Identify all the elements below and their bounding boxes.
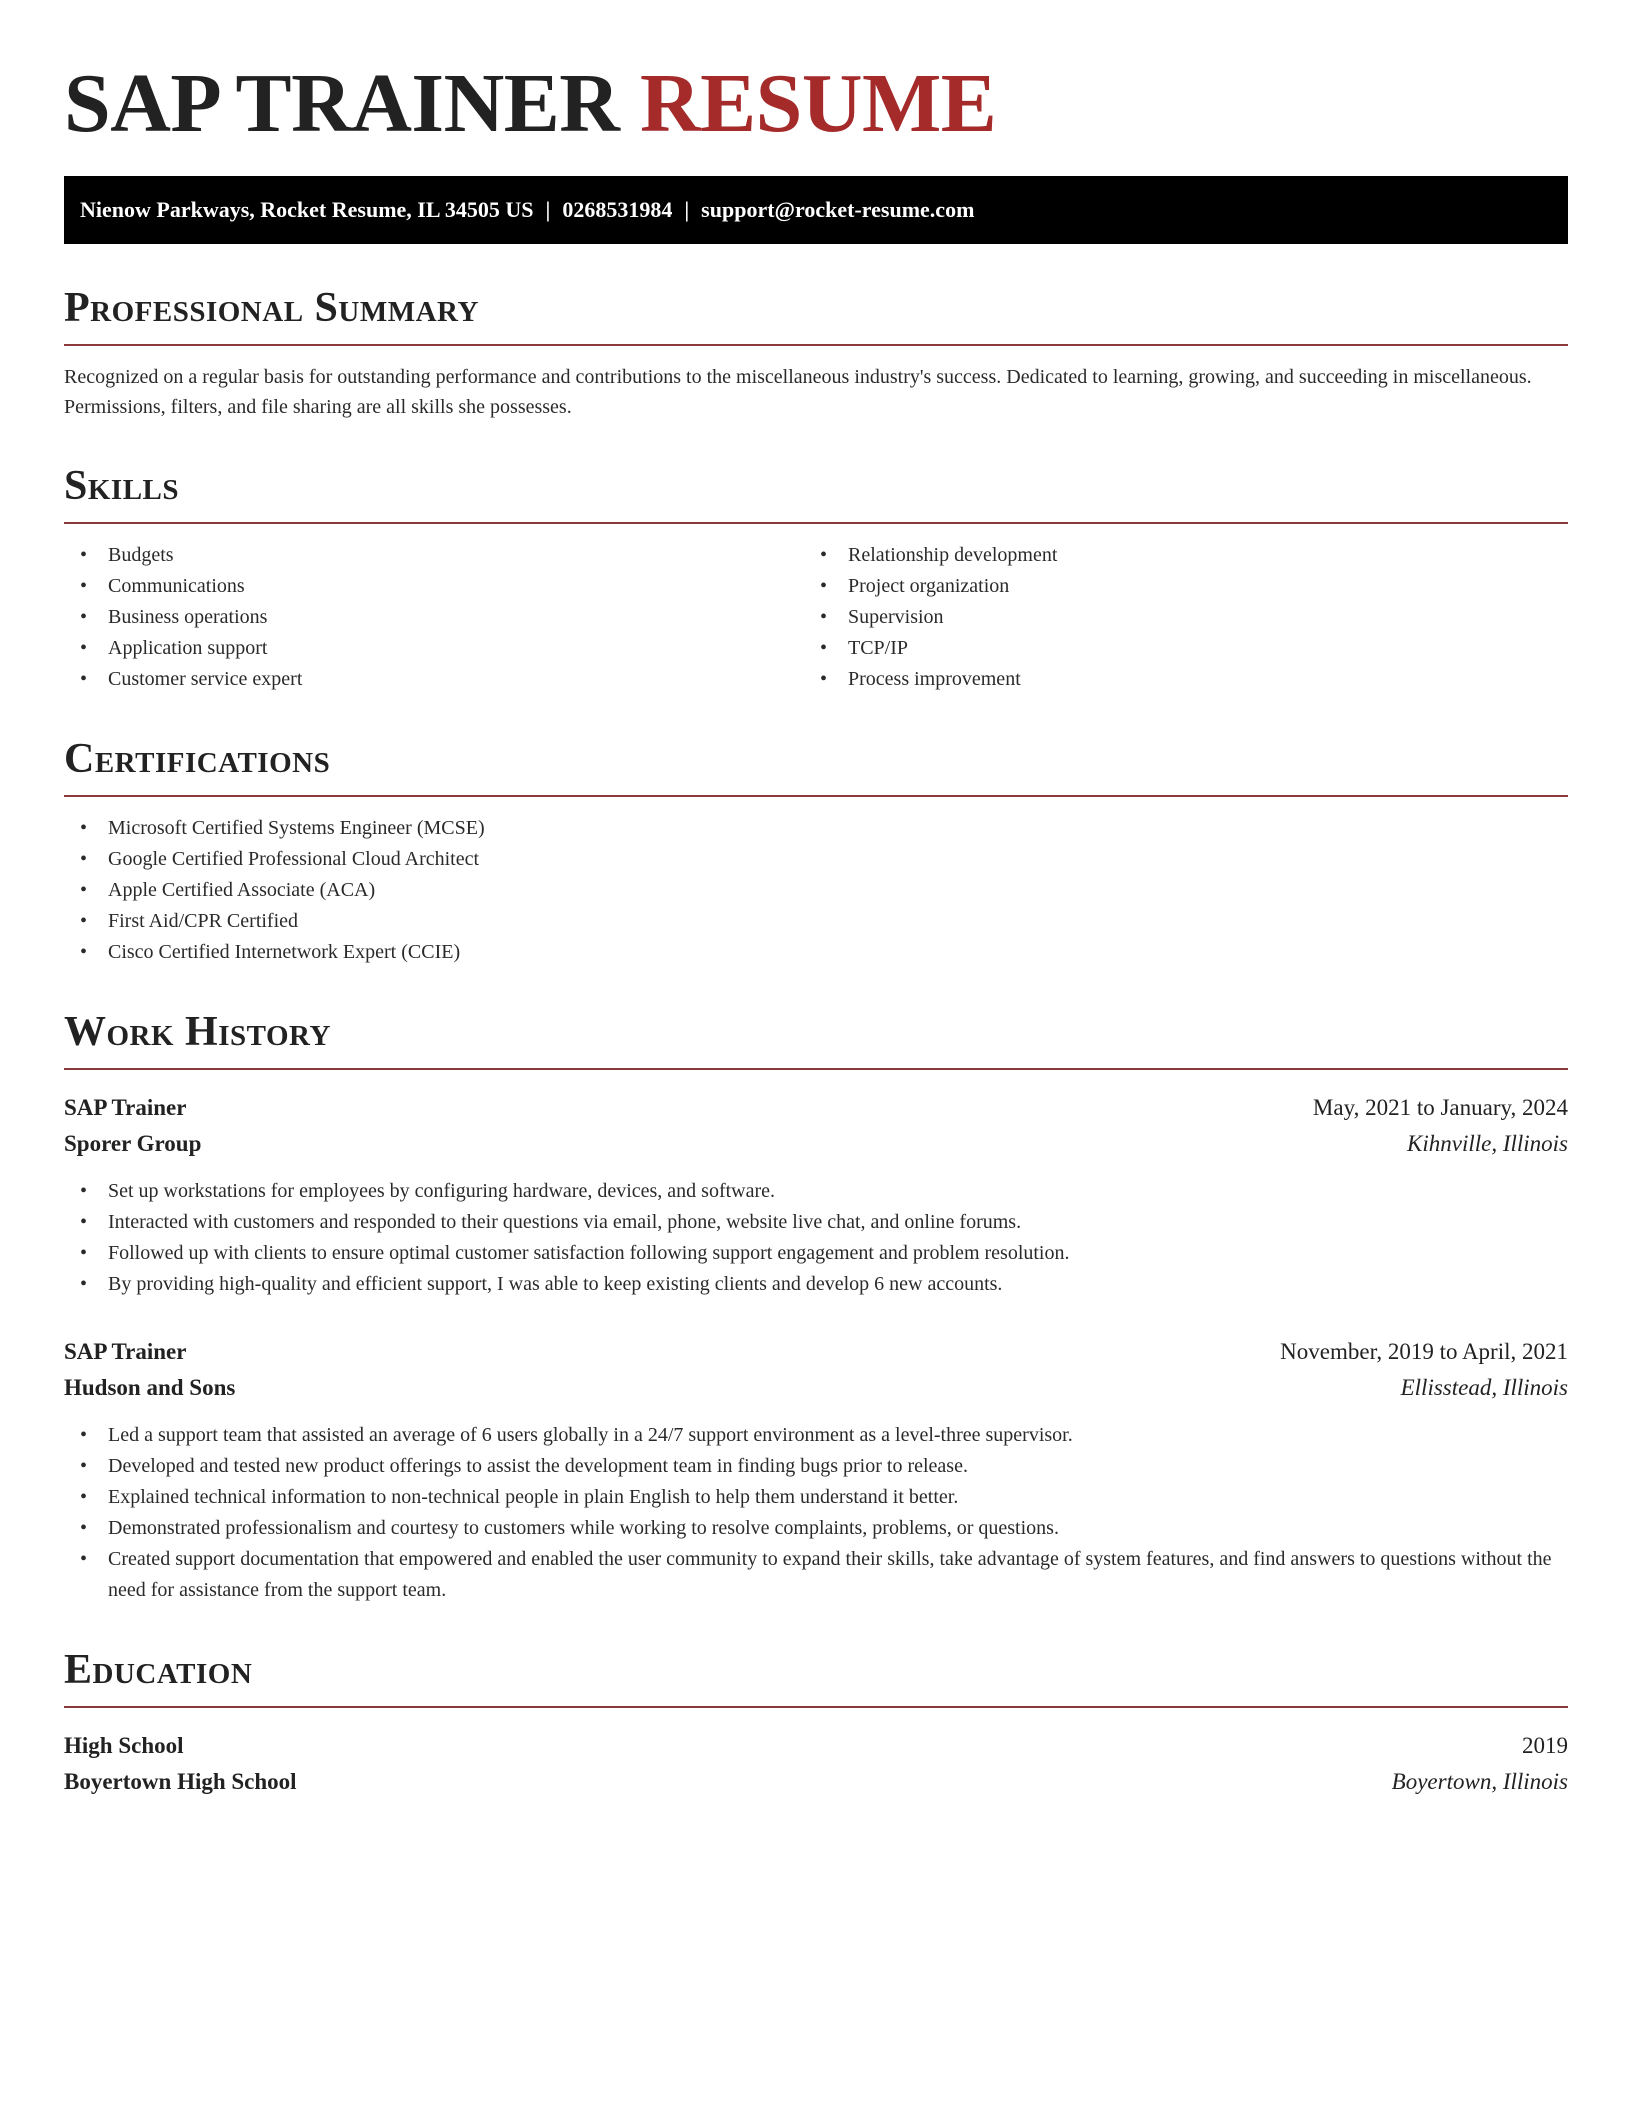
skill-item: • Project organization [804,571,1544,602]
contact-separator: | [684,197,690,222]
resume-title [64,58,1568,158]
certification-item: • Microsoft Certified Systems Engineer (MCSE) [64,813,1568,844]
education-location: Boyertown, Illinois [1391,1769,1568,1794]
job-bullet: • Followed up with clients to ensure optimal customer satisfaction following support engagement and problem resolution. [64,1238,1568,1269]
certification-item: • First Aid/CPR Certified [64,906,1568,937]
skill-item: • TCP/IP [804,633,1544,664]
contact-phone: 0268531984 [562,197,673,222]
contact-separator: | [545,197,551,222]
skills-list-left [64,540,804,695]
job-location: Kihnville, Illinois [1407,1131,1568,1156]
skill-item: • Supervision [804,602,1544,633]
job-bullet: • Explained technical information to non-technical people in plain English to help them understand it better. [64,1482,1568,1513]
education-section [64,1646,1568,1800]
resume-page [64,0,1568,1800]
skill-item: • Application support [64,633,804,664]
skill-item: • Communications [64,571,804,602]
section-divider [64,1068,1568,1070]
skill-item: • Relationship development [804,540,1544,571]
section-divider [64,1706,1568,1708]
job-bullet: • Developed and tested new product offerings to assist the development team in finding bugs prior to release. [64,1451,1568,1482]
job-bullet: • Led a support team that assisted an average of 6 users globally in a 24/7 support environment as a level-three supervisor. [64,1420,1568,1451]
summary-text: Recognized on a regular basis for outstanding performance and contributions to the miscellaneous industry's success. Dedicated to learning, growing, and succeeding in miscellaneous. Permissions, filters, and file sharing are all skills she possesses. [64,366,1532,418]
education-entry [64,1728,1568,1800]
certification-item: • Apple Certified Associate (ACA) [64,875,1568,906]
skill-item: • Business operations [64,602,804,633]
section-heading-work-history: Work History [64,1009,331,1055]
skill-item: • Budgets [64,540,804,571]
certifications-list [64,813,1568,968]
skills-section [64,462,1568,695]
summary-section [64,284,1568,422]
job-bullets [64,1176,1568,1300]
job-bullet: • Interacted with customers and responded to their questions via email, phone, website live chat, and online forums. [64,1207,1568,1238]
section-heading-summary: Professional Summary [64,285,479,331]
section-heading-skills: Skills [64,463,180,509]
job-entry [64,1090,1568,1300]
job-company: Hudson and Sons [64,1375,236,1400]
job-company: Sporer Group [64,1131,202,1156]
job-dates: May, 2021 to January, 2024 [1312,1095,1568,1120]
contact-bar [64,176,1568,244]
job-bullet: • Set up workstations for employees by configuring hardware, devices, and software. [64,1176,1568,1207]
skill-item: • Customer service expert [64,664,804,695]
section-heading-education: Education [64,1647,253,1693]
job-location: Ellisstead, Illinois [1400,1375,1568,1400]
skill-item: • Process improvement [804,664,1544,695]
section-divider [64,795,1568,797]
skills-list-right [804,540,1544,695]
job-bullet: • Demonstrated professionalism and courtesy to customers while working to resolve complaints, problems, or questions. [64,1513,1568,1544]
job-bullets [64,1420,1568,1606]
certifications-section [64,735,1568,968]
title-accent: RESUME [639,57,997,150]
contact-email[interactable]: support@rocket-resume.com [701,197,975,222]
certification-item: • Google Certified Professional Cloud Architect [64,844,1568,875]
education-year: 2019 [1522,1733,1568,1758]
job-entry [64,1334,1568,1606]
job-bullet: • By providing high-quality and efficient support, I was able to keep existing clients and develop 6 new accounts. [64,1269,1568,1300]
work-history-section [64,1008,1568,1606]
education-school: Boyertown High School [64,1769,297,1794]
job-dates: November, 2019 to April, 2021 [1280,1339,1568,1364]
education-degree: High School [64,1733,184,1758]
certification-item: • Cisco Certified Internetwork Expert (CCIE) [64,937,1568,968]
job-title: SAP Trainer [64,1339,187,1364]
job-bullet: • Created support documentation that empowered and enabled the user community to expand their skills, take advantage of system features, and find answers to questions without the need for assistance from the support team. [64,1544,1568,1606]
job-title: SAP Trainer [64,1095,187,1120]
contact-address: Nienow Parkways, Rocket Resume, IL 34505 US [80,197,534,222]
section-divider [64,344,1568,346]
section-heading-certifications: Certifications [64,736,331,782]
section-divider [64,522,1568,524]
title-main: SAP TRAINER [64,57,620,150]
